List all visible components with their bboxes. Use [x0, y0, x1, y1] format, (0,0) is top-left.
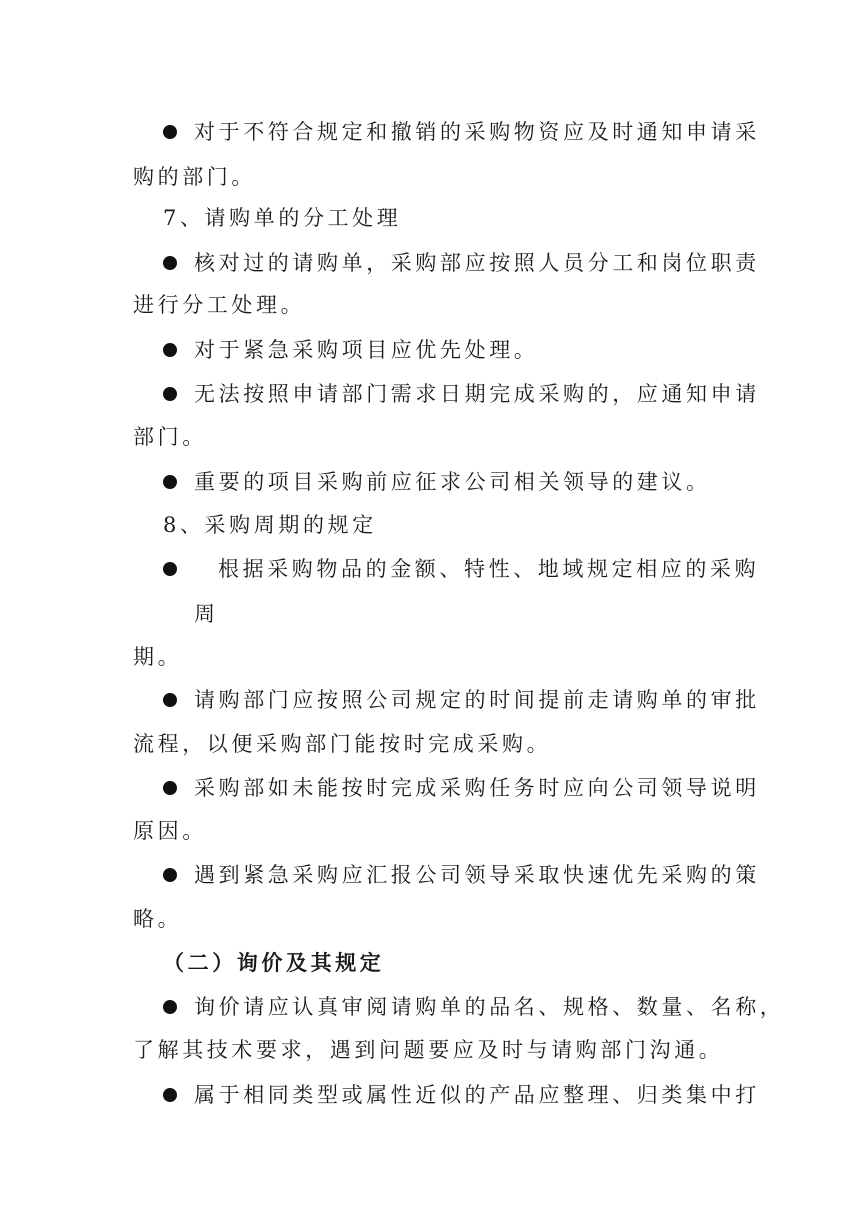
bullet-dot — [163, 256, 177, 270]
line-text: 部门。 — [133, 425, 207, 449]
continuation-line — [0, 724, 868, 764]
line-text: 8、采购周期的规定 — [163, 513, 377, 537]
continuation-line — [0, 1030, 868, 1070]
bullet-line — [0, 1075, 868, 1115]
bullet-line — [0, 855, 868, 895]
numbered-heading — [0, 505, 868, 545]
bullet-dot — [163, 781, 177, 795]
line-text: 进行分工处理。 — [133, 293, 306, 317]
continuation-line — [0, 285, 868, 325]
continuation-line — [0, 417, 868, 457]
bullet-dot — [163, 475, 177, 489]
line-text: 询价请应认真审阅请购单的品名、规格、数量、名称， — [194, 995, 785, 1019]
bullet-dot — [163, 1088, 177, 1102]
bullet-dot — [163, 693, 177, 707]
line-text: 略。 — [133, 907, 183, 931]
line-text: 请购部门应按照公司规定的时间提前走请购单的审批 — [194, 688, 760, 712]
line-text: 期。 — [133, 645, 183, 669]
bullet-line — [0, 768, 868, 808]
bullet-dot — [163, 562, 177, 576]
line-text: 7、请购单的分工处理 — [163, 206, 402, 230]
numbered-heading — [0, 198, 868, 238]
line-text: 无法按照申请部门需求日期完成采购的，应通知申请 — [194, 382, 760, 406]
line-text: 根据采购物品的金额、特性、地域规定相应的采购 — [218, 557, 760, 581]
line-text: 对于不符合规定和撤销的采购物资应及时通知申请采 — [194, 120, 760, 144]
bullet-dot — [163, 387, 177, 401]
bullet-dot — [163, 343, 177, 357]
line-text: 周 — [194, 602, 219, 626]
bullet-line — [0, 374, 868, 414]
line-text: 原因。 — [133, 819, 207, 843]
line-text: 重要的项目采购前应征求公司相关领导的建议。 — [194, 470, 711, 494]
bullet-dot — [163, 868, 177, 882]
bullet-line — [0, 112, 868, 152]
line-text: 核对过的请购单，采购部应按照人员分工和岗位职责 — [194, 251, 760, 275]
line-text: 属于相同类型或属性近似的产品应整理、归类集中打 — [194, 1083, 760, 1107]
line-text: 购的部门。 — [133, 165, 256, 189]
section-heading — [0, 943, 868, 983]
bullet-line — [0, 549, 868, 589]
line-text: 流程，以便采购部门能按时完成采购。 — [133, 732, 552, 756]
bullet-line — [0, 987, 868, 1027]
bullet-dot — [163, 125, 177, 139]
bullet-line — [0, 462, 868, 502]
wrapped-line — [0, 594, 868, 634]
bullet-dot — [163, 1000, 177, 1014]
continuation-line — [0, 157, 868, 197]
bullet-line — [0, 243, 868, 283]
continuation-line — [0, 899, 868, 939]
bullet-line — [0, 330, 868, 370]
line-text: 遇到紧急采购应汇报公司领导采取快速优先采购的策 — [194, 863, 760, 887]
continuation-line — [0, 637, 868, 677]
line-text: 了解其技术要求，遇到问题要应及时与请购部门沟通。 — [133, 1038, 724, 1062]
line-text: （二）询价及其规定 — [163, 950, 385, 975]
line-text: 对于紧急采购项目应优先处理。 — [194, 338, 539, 362]
line-text: 采购部如未能按时完成采购任务时应向公司领导说明 — [194, 776, 760, 800]
bullet-line — [0, 680, 868, 720]
continuation-line — [0, 811, 868, 851]
